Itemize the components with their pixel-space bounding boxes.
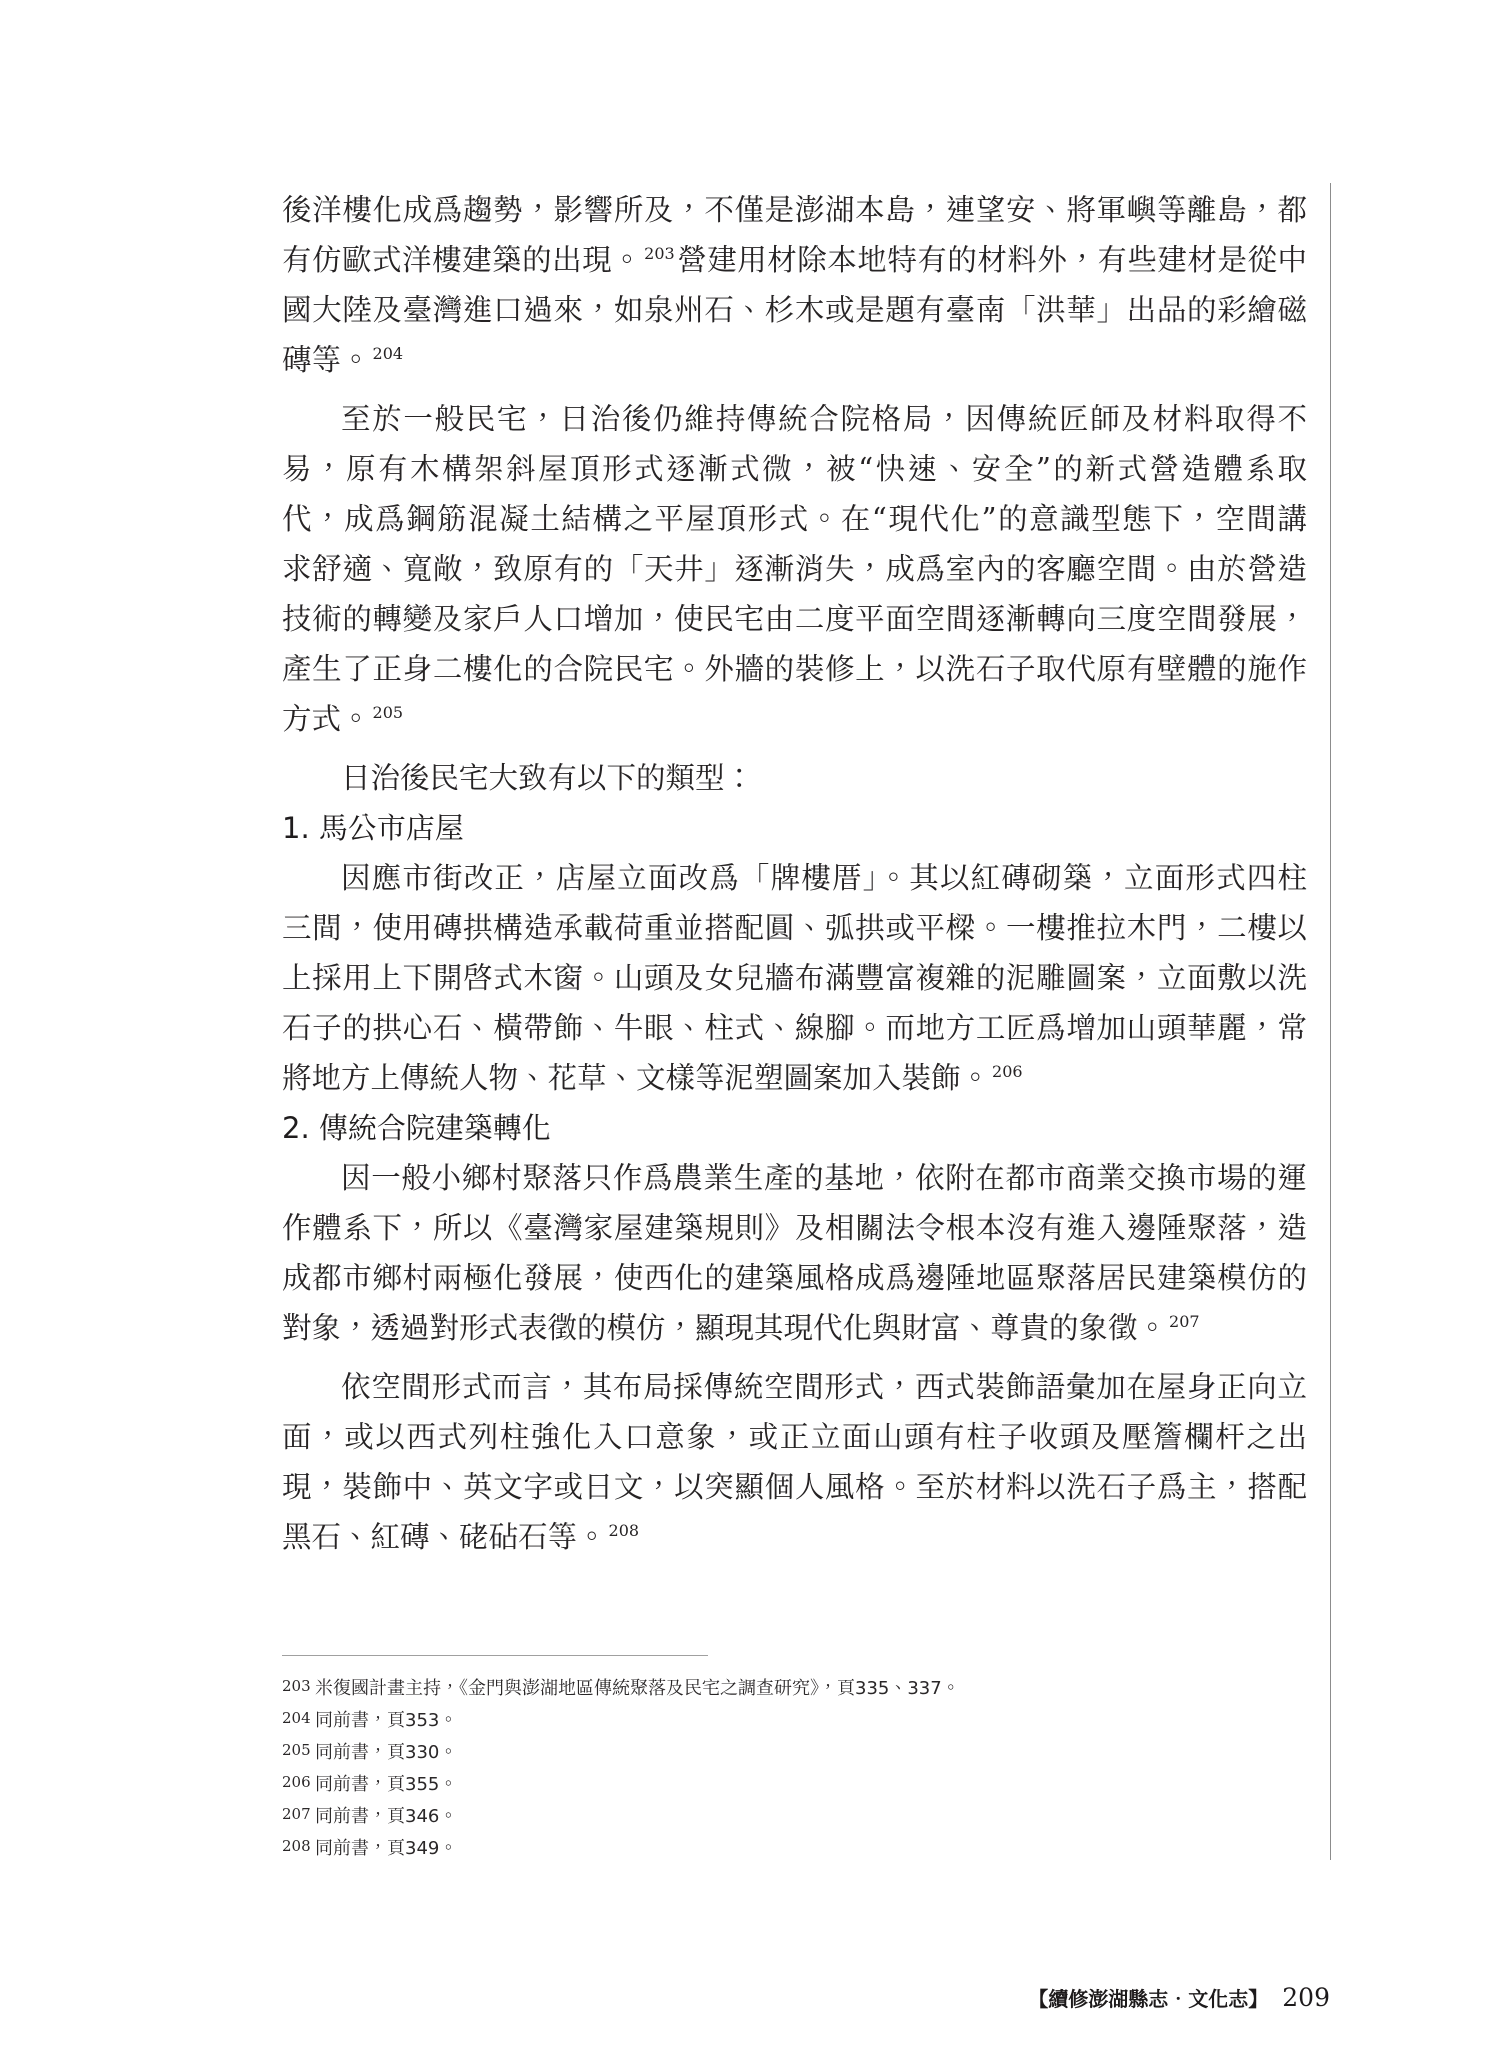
text-line: 因應市街改正，店屋立面改爲「牌樓厝」。其以紅磚砌築，立面形式四柱: [341, 861, 1307, 895]
text-line: 作體系下，所以《臺灣家屋建築規則》及相關法令根本沒有進入邊陲聚落，造: [282, 1211, 1307, 1245]
footnote-number: 205: [282, 1741, 311, 1759]
text-line: 產生了正身二樓化的合院民宅。外牆的裝修上，以洗石子取代原有壁體的施作: [282, 652, 1307, 686]
text-line: 面，或以西式列柱強化入口意象，或正立面山頭有柱子收頭及壓簷欄杆之出: [282, 1420, 1307, 1454]
paragraph: [282, 853, 1307, 1103]
footnote-text: 同前書，頁330。: [315, 1742, 458, 1763]
section-heading: 1. 馬公市店屋: [282, 811, 464, 845]
text-line: 易，原有木構架斜屋頂形式逐漸式微，被“快速、安全”的新式營造體系取: [282, 452, 1307, 486]
text-segment: 黑石、紅磚、硓砧石等。: [282, 1520, 607, 1554]
footnotes: [282, 1673, 1282, 1865]
text-line: 依空間形式而言，其布局採傳統空間形式，西式裝飾語彙加在屋身正向立: [341, 1370, 1307, 1404]
text-line: 至於一般民宅，日治後仍維持傳統合院格局，因傳統匠師及材料取得不: [341, 402, 1307, 436]
text-line: 三間，使用磚拱構造承載荷重並搭配圓、弧拱或平樑。一樓推拉木門，二樓以: [282, 911, 1307, 945]
text-line: 求舒適、寬敞，致原有的「天井」逐漸消失，成爲室內的客廳空間。由於營造: [282, 552, 1307, 586]
text-line: 日治後民宅大致有以下的類型：: [341, 761, 755, 795]
footnote-number: 203: [282, 1677, 311, 1695]
footnote-number: 204: [282, 1709, 311, 1727]
footnote: [282, 1705, 1282, 1737]
footer-title: 【續修澎湖縣志‧文化志】: [1028, 1987, 1269, 2011]
body-text: [282, 185, 1307, 1562]
text-line: 國大陸及臺灣進口過來，如泉州石、杉木或是題有臺南「洪華」出品的彩繪磁: [282, 293, 1307, 327]
text-line: 後洋樓化成爲趨勢，影響所及，不僅是澎湖本島，連望安、將軍嶼等離島，都: [282, 193, 1307, 227]
paragraph: [282, 185, 1307, 385]
paragraph: [282, 1153, 1307, 1353]
text-line: 上採用上下開啓式木窗。山頭及女兒牆布滿豐富複雜的泥雕圖案，立面敷以洗: [282, 961, 1307, 995]
text-line: [282, 335, 1307, 385]
text-line: 成都市鄉村兩極化發展，使西化的建築風格成爲邊陲地區聚落居民建築模仿的: [282, 1261, 1307, 1295]
text-segment: 方式。: [282, 702, 371, 736]
text-line: [282, 694, 1307, 744]
margin-rule: [1330, 183, 1331, 1860]
text-segment: 將地方上傳統人物、花草、文樣等泥塑圖案加入裝飾。: [282, 1061, 991, 1095]
footnote-text: 米復國計畫主持，《金門與澎湖地區傳統聚落及民宅之調查研究》，頁335、337。: [315, 1678, 960, 1699]
text-line: 技術的轉變及家戶人口增加，使民宅由二度平面空間逐漸轉向三度空間發展，: [282, 602, 1307, 636]
text-line: 因一般小鄉村聚落只作爲農業生產的基地，依附在都市商業交換市場的運: [341, 1161, 1307, 1195]
paragraph: [282, 1362, 1307, 1562]
footnote-rule: [282, 1655, 708, 1656]
page-number: 209: [1282, 1983, 1330, 2012]
paragraph: [282, 753, 1307, 803]
footnote-marker: 208: [608, 1521, 640, 1541]
footnote: [282, 1737, 1282, 1769]
text-segment: 對象，透過對形式表徵的模仿，顯現其現代化與財富、尊貴的象徵。: [282, 1311, 1168, 1345]
footnote-marker: 206: [992, 1062, 1023, 1082]
text-line: 代，成爲鋼筋混凝土結構之平屋頂形式。在“現代化”的意識型態下，空間講: [282, 502, 1307, 536]
text-segment: 營建用材除本地特有的材料外，有些建材是從中: [676, 243, 1307, 277]
footnote-text: 同前書，頁349。: [315, 1838, 458, 1859]
footnote-marker: 207: [1169, 1312, 1200, 1332]
footnote: [282, 1769, 1282, 1801]
text-line: 現，裝飾中、英文字或日文，以突顯個人風格。至於材料以洗石子爲主，搭配: [282, 1470, 1307, 1504]
footnote-text: 同前書，頁346。: [315, 1806, 458, 1827]
text-line: [282, 235, 1307, 285]
footnote-number: 206: [282, 1773, 311, 1791]
text-segment: 磚等。: [282, 343, 371, 377]
footnote-marker: 203: [644, 244, 675, 264]
section-heading: 2. 傳統合院建築轉化: [282, 1111, 551, 1145]
footnote-text: 同前書，頁355。: [315, 1774, 458, 1795]
footnote-marker: 204: [372, 344, 404, 364]
footnote: [282, 1801, 1282, 1833]
footnote: [282, 1673, 1282, 1705]
footnote-text: 同前書，頁353。: [315, 1710, 458, 1731]
footnote: [282, 1833, 1282, 1865]
text-line: [282, 1053, 1307, 1103]
footnote-marker: 205: [372, 703, 404, 723]
paragraph: [282, 394, 1307, 744]
footnote-number: 208: [282, 1837, 311, 1855]
footnote-number: 207: [282, 1805, 311, 1823]
text-line: [282, 1512, 1307, 1562]
text-segment: 有仿歐式洋樓建築的出現。: [282, 243, 643, 277]
text-line: 石子的拱心石、橫帶飾、牛眼、柱式、線腳。而地方工匠爲增加山頭華麗，常: [282, 1011, 1307, 1045]
running-footer: [1028, 1980, 1330, 2016]
text-line: [282, 1303, 1307, 1353]
